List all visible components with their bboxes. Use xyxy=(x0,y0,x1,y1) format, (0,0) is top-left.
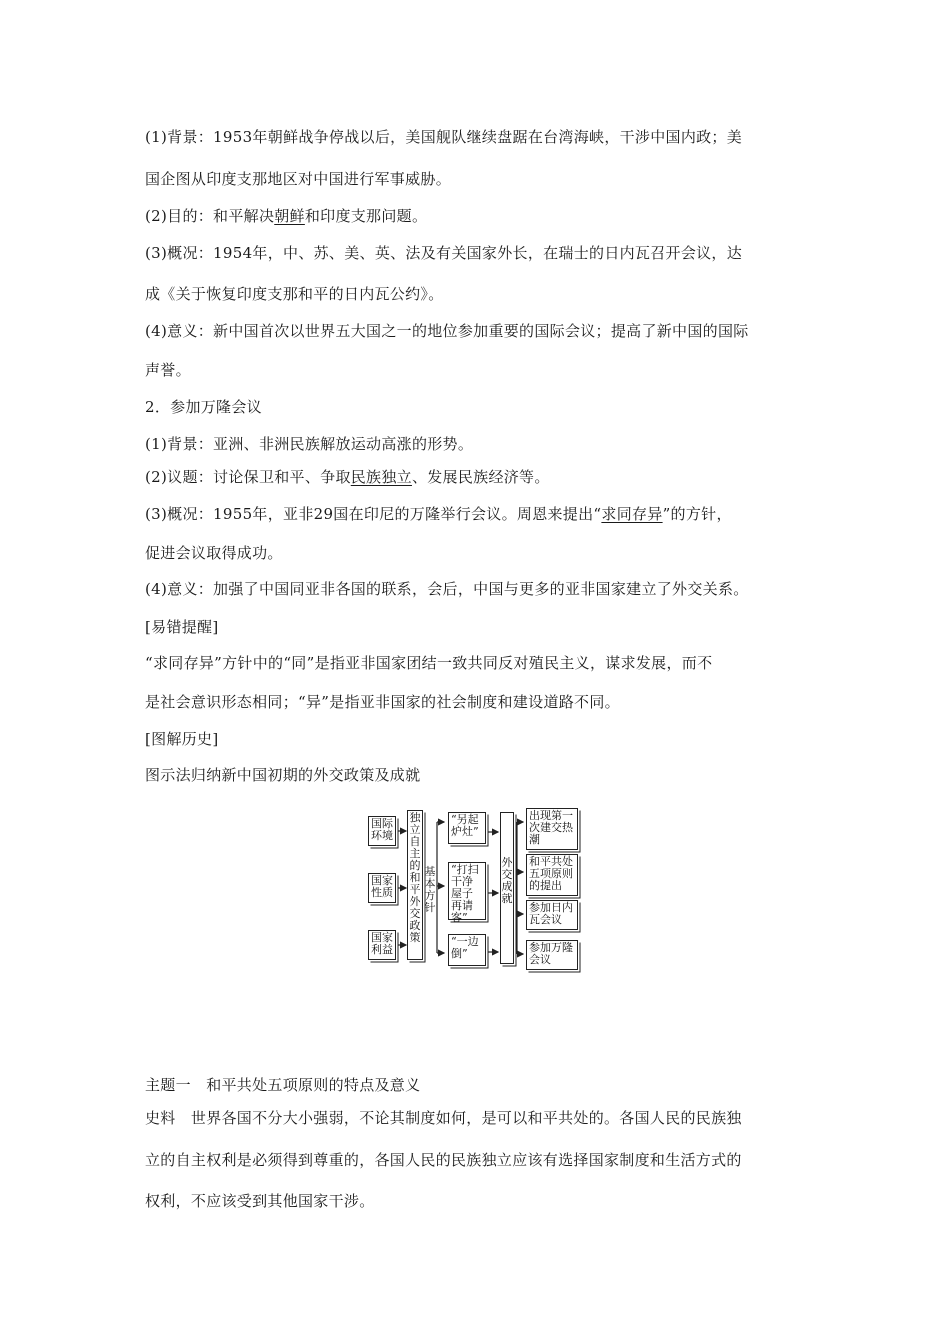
bandung-meaning: (4)意义：加强了中国同亚非各国的联系，会后，中国与更多的亚非国家建立了外交关系。 xyxy=(145,580,749,598)
guideline-clean-house: “打扫干净屋子再请客” xyxy=(448,862,486,920)
geneva-background-line1: (1)背景：1953年朝鲜战争停战以后，美国舰队继续盘踞在台湾海峡，干涉中国内政；美 xyxy=(145,128,743,146)
geneva-meaning-line1: (4)意义：新中国首次以世界五大国之一的地位参加重要的国际会议；提高了新中国的国际 xyxy=(145,322,749,340)
underlined-keyword-independence: 民族独立 xyxy=(350,468,412,486)
theme-title: 主题一 和平共处五项原则的特点及意义 xyxy=(145,1076,421,1094)
factor-national-interest: 国家利益 xyxy=(368,930,396,960)
underlined-keyword-seek-common-ground: 求同存异 xyxy=(601,505,663,523)
geneva-purpose xyxy=(145,206,427,226)
theme-source-line1: 史料 世界各国不分大小强弱，不论其制度如何，是可以和平共处的。各国人民的民族独 xyxy=(145,1109,742,1127)
tip-line2: 是社会意识形态相同；“异”是指亚非国家的社会制度和建设道路不同。 xyxy=(145,693,620,711)
geneva-purpose-suffix: 和印度支那问题。 xyxy=(304,207,428,225)
basic-guidelines-label: 基本方针 xyxy=(424,865,436,914)
achievement-establish-relations: 出现第一次建交热潮 xyxy=(526,808,578,850)
bandung-overview-line1 xyxy=(145,504,732,524)
achievement-five-principles: 和平共处五项原则的提出 xyxy=(526,854,578,896)
geneva-overview-line2: 成《关于恢复印度支那和平的日内瓦公约》。 xyxy=(145,285,444,303)
underlined-keyword-korea: 朝鲜 xyxy=(274,207,305,225)
illustration-label: [图解历史] xyxy=(145,730,219,748)
tip-label: [易错提醒] xyxy=(145,618,219,636)
bandung-overview-suffix: ”的方针， xyxy=(662,505,732,523)
independent-peaceful-foreign-policy: 独立自主的和平外交政策 xyxy=(407,810,423,960)
bandung-background: (1)背景：亚洲、非洲民族解放运动高涨的形势。 xyxy=(145,435,474,453)
theme-source-line2: 立的自主权利是必须得到尊重的，各国人民的民族独立应该有选择国家制度和生活方式的 xyxy=(145,1151,742,1169)
bandung-heading: 2．参加万隆会议 xyxy=(145,398,262,416)
geneva-purpose-prefix: (2)目的：和平解决 xyxy=(145,207,275,225)
bandung-topic-suffix: 、发展民族经济等。 xyxy=(411,468,550,486)
achievement-geneva-conference: 参加日内瓦会议 xyxy=(526,900,578,930)
tip-line1: “求同存异”方针中的“同”是指亚非国家团结一致共同反对殖民主义，谋求发展，而不 xyxy=(145,654,713,672)
diplomatic-achievements-label: 外交成就 xyxy=(500,812,514,964)
factor-international-environment: 国际环境 xyxy=(368,816,396,846)
bandung-topic-prefix: (2)议题：讨论保卫和平、争取 xyxy=(145,468,351,486)
theme-source-line3: 权利，不应该受到其他国家干涉。 xyxy=(145,1192,375,1210)
guideline-new-start: “另起炉灶” xyxy=(448,812,486,844)
factor-national-nature: 国家性质 xyxy=(368,873,396,903)
achievement-bandung-conference: 参加万隆会议 xyxy=(526,940,578,970)
bandung-overview-prefix: (3)概况：1955年，亚非29国在印尼的万隆举行会议。周恩来提出“ xyxy=(145,505,602,523)
bandung-overview-line2: 促进会议取得成功。 xyxy=(145,544,283,562)
guideline-lean-to-one-side: “一边倒” xyxy=(448,934,486,966)
geneva-background-line2: 国企图从印度支那地区对中国进行军事威胁。 xyxy=(145,170,452,188)
geneva-meaning-line2: 声誉。 xyxy=(145,361,191,379)
foreign-policy-diagram xyxy=(360,808,590,974)
bandung-topic xyxy=(145,467,550,487)
illustration-caption: 图示法归纳新中国初期的外交政策及成就 xyxy=(145,766,421,784)
geneva-overview-line1: (3)概况：1954年，中、苏、美、英、法及有关国家外长，在瑞士的日内瓦召开会议，达 xyxy=(145,244,743,262)
